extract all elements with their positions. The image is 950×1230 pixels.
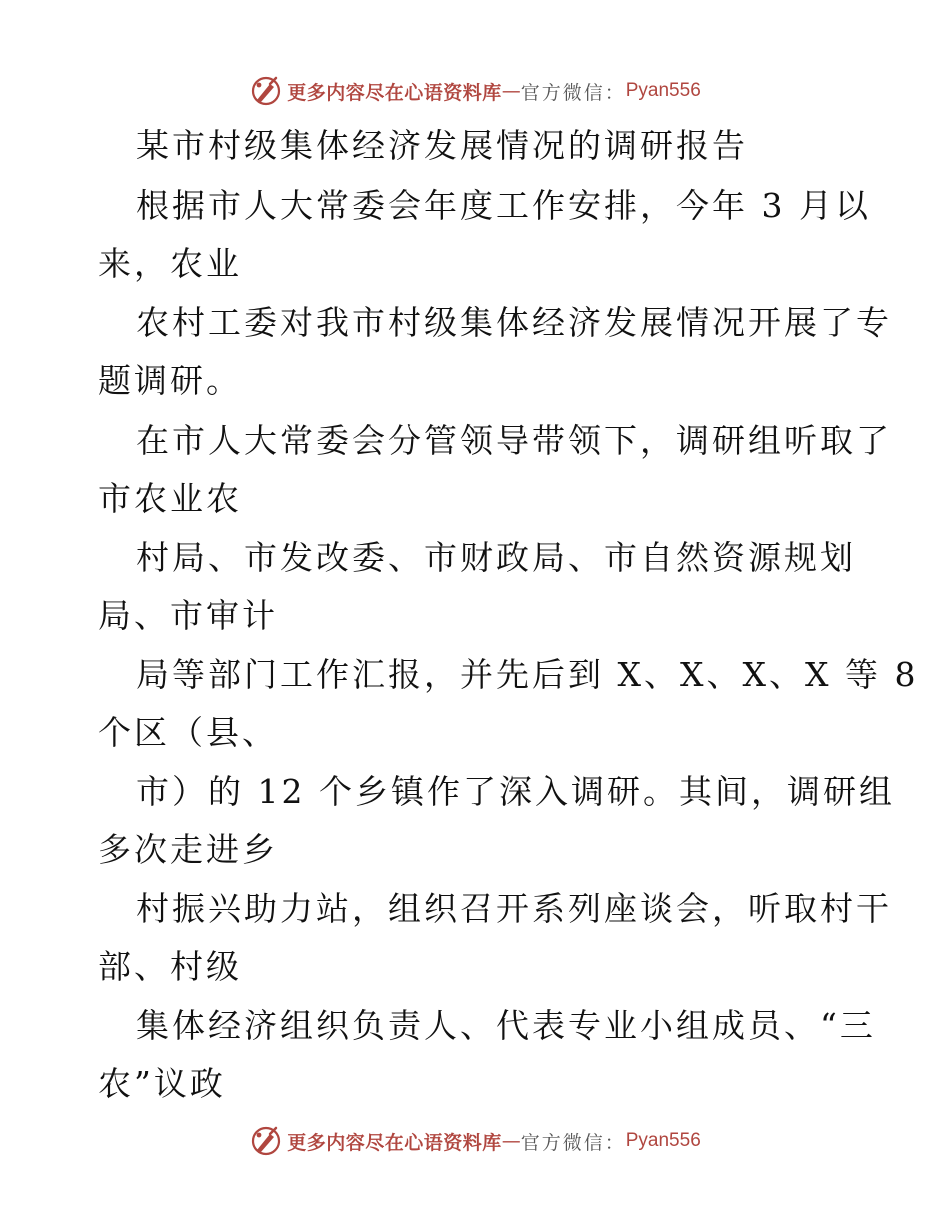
paragraph-line: 局等部门工作汇报，并先后到 X、X、X、X 等 8 (136, 655, 919, 694)
paragraph-line: 农村工委对我市村级集体经济发展情况开展了专 (136, 303, 892, 342)
paragraph-line: 集体经济组织负责人、代表专业小组成员、“三 (136, 1006, 876, 1045)
banner-wechat-id: Pyan556 (625, 80, 701, 101)
footer-watermark-banner (0, 1121, 950, 1161)
paragraph-line: 来，农业 (98, 244, 242, 283)
paragraph-line: 市）的 12 个乡镇作了深入调研。其间，调研组 (136, 772, 895, 811)
banner-dash: — (501, 1130, 521, 1152)
paragraph-line: 村振兴助力站，组织召开系列座谈会，听取村干 (136, 889, 892, 928)
paragraph-line: 根据市人大常委会年度工作安排，今年 3 月以 (136, 186, 871, 225)
paragraph-line: 题调研。 (98, 361, 242, 400)
banner-main-text: 更多内容尽在心语资料库 (287, 1131, 502, 1154)
paragraph-line: 个区（县、 (98, 713, 278, 752)
paragraph-line: 农”议政 (98, 1064, 226, 1103)
pen-logo-icon (249, 1124, 283, 1158)
banner-wechat-label: 官方微信： (520, 81, 626, 104)
paragraph-line: 村局、市发改委、市财政局、市自然资源规划 (136, 538, 856, 577)
banner-wechat-id: Pyan556 (625, 1130, 701, 1151)
paragraph-line: 市农业农 (98, 479, 242, 518)
banner-wechat-label: 官方微信： (520, 1131, 626, 1154)
banner-main-text: 更多内容尽在心语资料库 (287, 81, 502, 104)
paragraph-line: 部、村级 (98, 947, 242, 986)
document-title: 某市村级集体经济发展情况的调研报告 (136, 126, 748, 165)
paragraph-line: 在市人大常委会分管领导带领下，调研组听取了 (136, 421, 892, 460)
paragraph-line: 局、市审计 (98, 596, 278, 635)
paragraph-line: 多次走进乡 (98, 830, 278, 869)
banner-dash: — (501, 80, 521, 102)
